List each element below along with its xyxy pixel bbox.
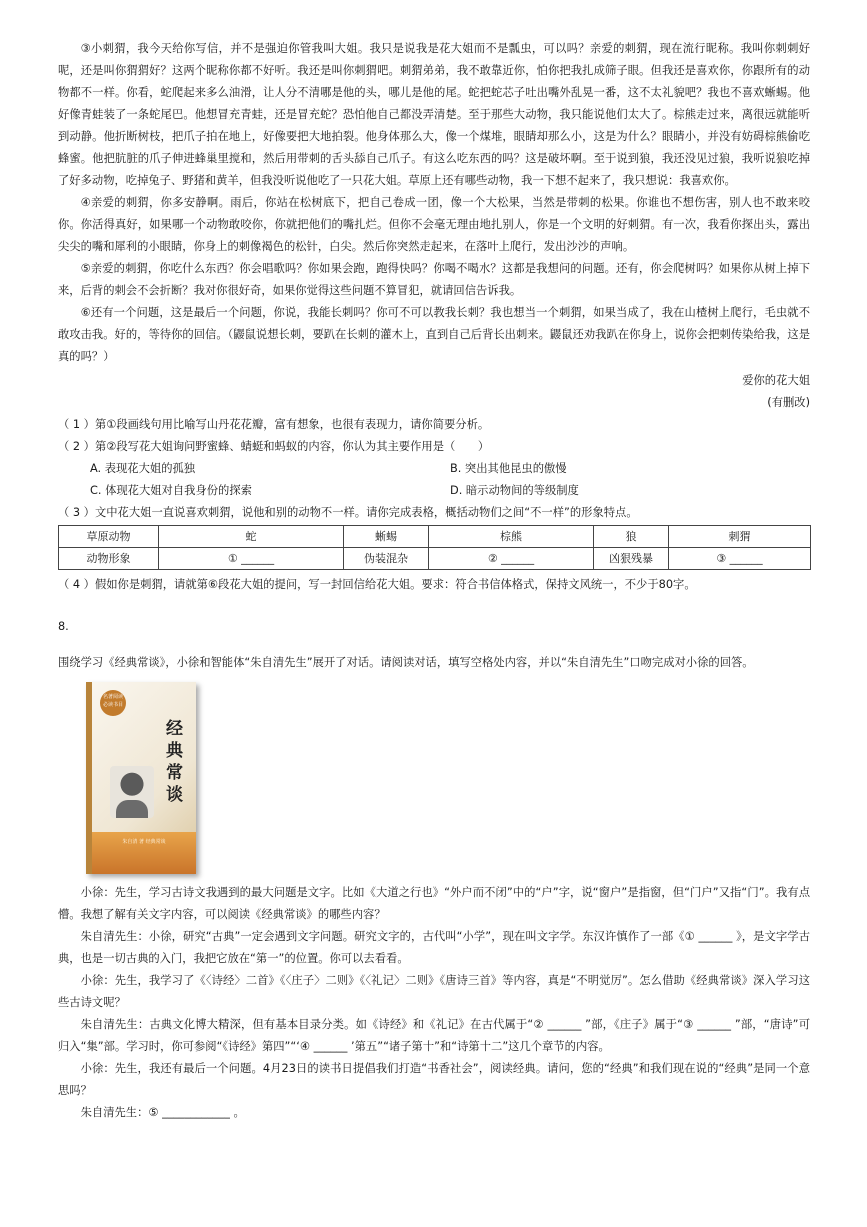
- question-2-options: [58, 458, 810, 502]
- reading-passage: [58, 38, 810, 414]
- question-1: （ 1 ）第①段画线句用比喻写山丹花花瓣，富有想象，也很有表现力，请你简要分析。: [58, 418, 490, 431]
- question-2: （ 2 ）第②段写花大姐询问野蜜蜂、蜻蜓和蚂蚁的内容，你认为其主要作用是（ ）: [58, 440, 490, 453]
- table-cell: 蜥蜴: [344, 526, 429, 548]
- blank-1[interactable]: ① ______: [159, 548, 344, 570]
- abridged-note: (有删改): [767, 396, 810, 409]
- dialog-line: 朱自清先生：小徐，研究“古典”一定会遇到文字问题。研究文字的，古代叫“小学”，现在叫文字学。东汉许慎作了一部《① ______ 》，是文字学古典，也是一切古典的入门，我把它放在“第一”的位置。你可以去看看。: [58, 930, 810, 965]
- question-4: （ 4 ）假如你是刺猬，请就第⑥段花大姐的提问，写一封回信给花大姐。要求：符合书信体格式，保持文风统一，不少于80字。: [58, 578, 696, 591]
- dialog-line: 小徐：先生，学习古诗文我遇到的最大问题是文字。比如《大道之行也》“外户而不闭”中的“户”字，说“窗户”是指窗，但“门户”又指“门”。我有点懵。我想了解有关文字内容，可以阅读《经典常谈》的哪些内容？: [58, 886, 810, 921]
- question-3: （ 3 ）文中花大姐一直说喜欢刺猬，说他和别的动物不一样。请你完成表格，概括动物们之间“不一样”的形象特点。: [58, 506, 638, 519]
- table-header-row: [59, 526, 811, 548]
- question-number: 8.: [58, 620, 69, 633]
- option-d[interactable]: D. 暗示动物间的等级制度: [450, 484, 579, 497]
- question-list: [58, 414, 810, 596]
- section-8: [58, 616, 810, 1124]
- animal-image-table: [58, 525, 811, 570]
- book-band: 朱自清 著 经典常谈: [92, 832, 196, 874]
- blank-3[interactable]: ③ ______: [669, 548, 811, 570]
- paragraph-6: ⑥还有一个问题，这是最后一个问题，你说，我能长刺吗？你可不可以教我长刺？我也想当一个刺猬，如果当成了，我在山楂树上爬行，毛虫就不敢攻击我。好的，等待你的回信。（鼹鼠说想长刺，要趴在长刺的灌木上，直到自己后背长出刺来。鼹鼠还劝我趴在你身上，说你会把刺传染给我，这是真的吗？）: [58, 306, 810, 363]
- worksheet-page: [58, 38, 810, 1124]
- table-cell: 凶狠残暴: [594, 548, 669, 570]
- table-cell: 刺猬: [669, 526, 811, 548]
- dialogue: [58, 882, 810, 1124]
- table-cell: 动物形象: [59, 548, 159, 570]
- table-cell: 草原动物: [59, 526, 159, 548]
- book-badge: 名著阅读 必读书目: [100, 690, 126, 716]
- option-a[interactable]: A. 表现花大姐的孤独: [90, 462, 196, 475]
- book-cover-image: [86, 682, 196, 874]
- table-row: [59, 548, 811, 570]
- author-portrait: [110, 766, 154, 818]
- paragraph-5: ⑤亲爱的刺猬，你吃什么东西？你会唱歌吗？你如果会跑，跑得快吗？你喝不喝水？这都是我想问的问题。还有，你会爬树吗？如果你从树上掉下来，后背的刺会不会折断？我对你很好奇，如果你觉得这些问题不算冒犯，就请回信告诉我。: [58, 262, 810, 297]
- dialog-line: 朱自清先生：⑤ ____________ 。: [80, 1106, 245, 1119]
- option-b[interactable]: B. 突出其他昆虫的傲慢: [450, 462, 567, 475]
- paragraph-4: ④亲爱的刺猬，你多安静啊。雨后，你站在松树底下，把自己卷成一团，像一个大松果，当然是带刺的松果。你谁也不想伤害，别人也不敢来咬你。你活得真好，如果哪一个动物敢咬你，你就把他们的嘴扎烂。但你不会毫无理由地扎别人，你是一个文明的好刺猬。有一次，我看你探出头，露出尖尖的嘴和犀利的小眼睛，你身上的刺像褐色的松针，白尖。然后你突然走起来，在落叶上爬行，发出沙沙的声响。: [58, 196, 810, 253]
- dialog-line: 朱自清先生：古典文化博大精深，但有基本目录分类。如《诗经》和《礼记》在古代属于“② ______ ”部，《庄子》属于“③ ______ ”部，“唐诗”可归入“集”部。学习时，你可参阅“《诗经》第四”“‘④ ______ ’第五”“诸子第十”和“诗第十二”这几个章节的内容。: [58, 1018, 810, 1053]
- table-cell: 蛇: [159, 526, 344, 548]
- table-cell: 棕熊: [429, 526, 594, 548]
- table-cell: 伪装混杂: [344, 548, 429, 570]
- letter-signature: 爱你的花大姐: [742, 374, 810, 387]
- section-intro: 围绕学习《经典常谈》，小徐和智能体“朱自清先生”展开了对话。请阅读对话，填写空格处内容，并以“朱自清先生”口吻完成对小徐的回答。: [58, 656, 754, 669]
- option-c[interactable]: C. 体现花大姐对自我身份的探索: [90, 484, 252, 497]
- table-cell: 狼: [594, 526, 669, 548]
- dialog-line: 小徐：先生，我学习了《〈诗经〉二首》《〈庄子〉二则》《〈礼记〉二则》《唐诗三首》等内容，真是“不明觉厉”。怎么借助《经典常谈》深入学习这些古诗文呢？: [58, 974, 810, 1009]
- blank-2[interactable]: ② ______: [429, 548, 594, 570]
- paragraph-3: ③小刺猬，我今天给你写信，并不是强迫你管我叫大姐。我只是说我是花大姐而不是瓢虫，可以吗？亲爱的刺猬，现在流行昵称。我叫你刺刺好呢，还是叫你猬猬好？这两个昵称你都不好听。我还是叫你刺猬吧。刺猬弟弟，我不敢靠近你，怕你把我扎成筛子眼。但我还是喜欢你，你跟所有的动物都不一样。你看，蛇爬起来多么油滑，让人分不清哪是他的头，哪儿是他的尾。蛇把蛇芯子吐出嘴外乱晃一番，这不太礼貌吧？我也不喜欢蜥蜴。他好像青蛙装了一条蛇尾巴。他想冒充青蛙，还是冒充蛇？恐怕他自己都没弄清楚。至于那些大动物，我只能说他们太大了。棕熊走过来，离很远就能听到动静。他折断树枝，把爪子拍在地上，好像要把大地拍裂。他身体那么大，像一个煤堆，眼睛却那么小，这是为什么？眼睛小，并没有妨碍棕熊偷吃蜂蜜。他把肮脏的爪子伸进蜂巢里搅和，然后用带刺的舌头舔自己爪子。有这么吃东西的吗？这是破坏啊。至于说到狼，我还没见过狼，我听说狼吃掉了好多动物，吃掉兔子、野猪和黄羊，但我没听说他吃了一只花大姐。草原上还有哪些动物，我一下想不起来了，我只想说：我喜欢你。: [58, 42, 810, 187]
- dialog-line: 小徐：先生，我还有最后一个问题。4月23日的读书日提倡我们打造“书香社会”，阅读经典。请问，您的“经典”和我们现在说的“经典”是同一个意思吗？: [58, 1062, 810, 1097]
- book-title: 经典常谈: [166, 719, 183, 805]
